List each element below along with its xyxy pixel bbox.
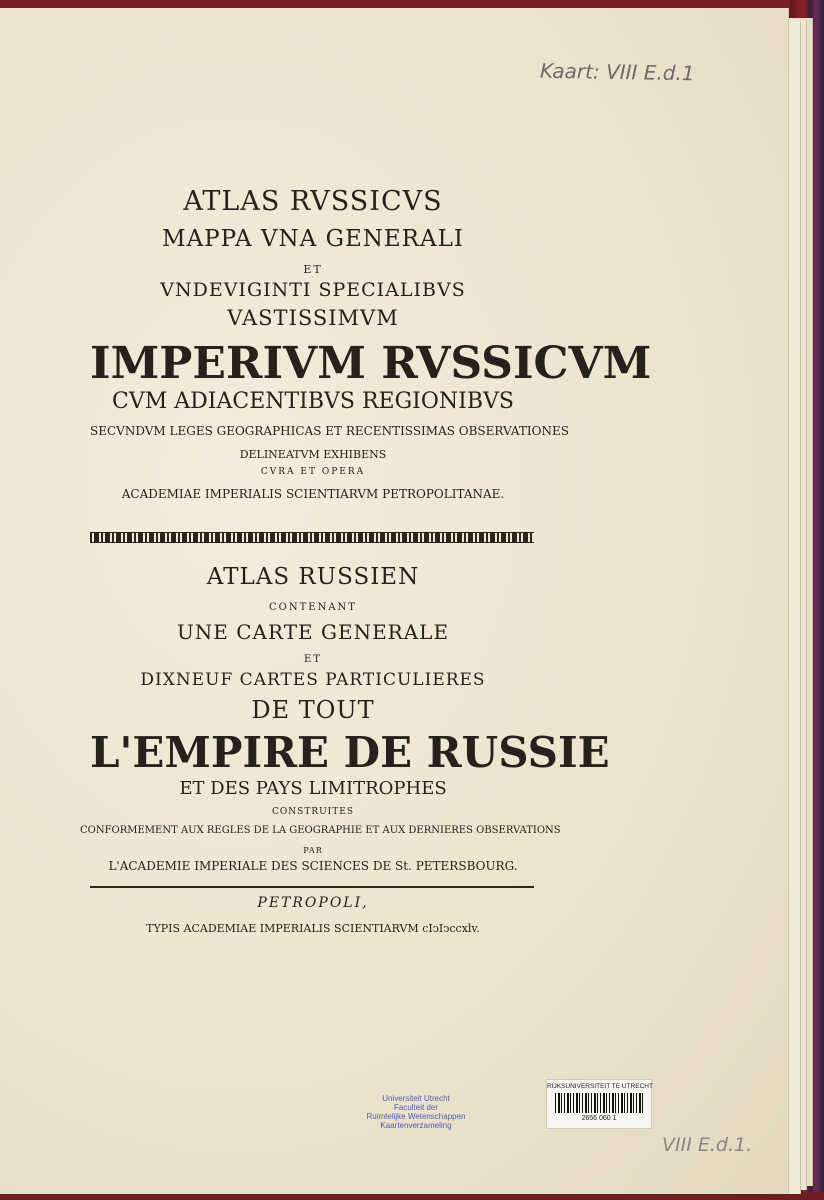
- french-title-line: PAR: [303, 846, 323, 855]
- french-title-line: CONTENANT: [269, 602, 357, 613]
- french-title-line: CONSTRUITES: [272, 807, 354, 817]
- title-page: [0, 8, 789, 1194]
- french-title-line: DE TOUT: [251, 696, 375, 724]
- shelfmark-handwritten-top: Kaart: VIII E.d.1: [539, 58, 695, 86]
- latin-main-title: IMPERIVM RVSSICVM: [90, 338, 652, 389]
- imprint-printer: TYPIS ACADEMIAE IMPERIALIS SCIENTIARVM cIↄIↄccxlv.: [146, 922, 480, 935]
- latin-title-line: CVM ADIACENTIBVS REGIONIBVS: [112, 389, 514, 414]
- latin-title-line: ATLAS RVSSICVS: [183, 186, 443, 217]
- latin-title-line: ET: [303, 263, 323, 276]
- imprint-place: PETROPOLI,: [257, 895, 369, 911]
- french-title-line: UNE CARTE GENERALE: [176, 620, 450, 644]
- barcode-label: [546, 1079, 652, 1129]
- ornamental-divider: [90, 532, 534, 543]
- library-stamp-line: Universiteit Utrecht: [382, 1094, 450, 1103]
- library-stamp: [356, 1094, 476, 1130]
- latin-title-line: VNDEVIGINTI SPECIALIBVS: [160, 279, 466, 301]
- french-title-line: ET: [304, 654, 322, 665]
- french-title-line: L'ACADEMIE IMPERIALE DES SCIENCES DE St. PETERSBOURG.: [108, 859, 518, 873]
- library-stamp-line: Ruimtelijke Wetenschappen: [366, 1112, 466, 1121]
- french-title-line: DIXNEUF CARTES PARTICULIERES: [140, 670, 486, 690]
- french-title-line: ET DES PAYS LIMITROPHES: [179, 778, 447, 799]
- french-title-line: CONFORMEMENT AUX REGLES DE LA GEOGRAPHIE ET AUX DERNIERES OBSERVATIONS: [80, 825, 561, 836]
- library-stamp-line: Faculteit der: [393, 1103, 439, 1112]
- latin-title-line: SECVNDVM LEGES GEOGRAPHICAS ET RECENTISSIMAS OBSERVATIONES: [90, 424, 569, 438]
- latin-title-line: MAPPA VNA GENERALI: [162, 226, 464, 252]
- latin-title-line: CVRA ET OPERA: [260, 467, 366, 477]
- latin-title-line: VASTISSIMVM: [227, 306, 399, 330]
- latin-title-line: DELINEATVM EXHIBENS: [239, 448, 387, 461]
- french-title-line: ATLAS RUSSIEN: [206, 564, 420, 590]
- library-stamp-line: Kaartenverzameling: [380, 1121, 452, 1130]
- barcode-number: 2656 060 1: [581, 1115, 617, 1122]
- french-main-title: L'EMPIRE DE RUSSIE: [90, 728, 610, 777]
- barcode-icon: [555, 1093, 643, 1113]
- barcode-institution: RIJKSUNIVERSITEIT TE UTRECHT: [547, 1083, 653, 1090]
- horizontal-rule: [90, 886, 534, 888]
- shelfmark-handwritten-bottom: VIII E.d.1.: [662, 1134, 753, 1156]
- latin-title-line: ACADEMIAE IMPERIALIS SCIENTIARVM PETROPOLITANAE.: [121, 487, 505, 501]
